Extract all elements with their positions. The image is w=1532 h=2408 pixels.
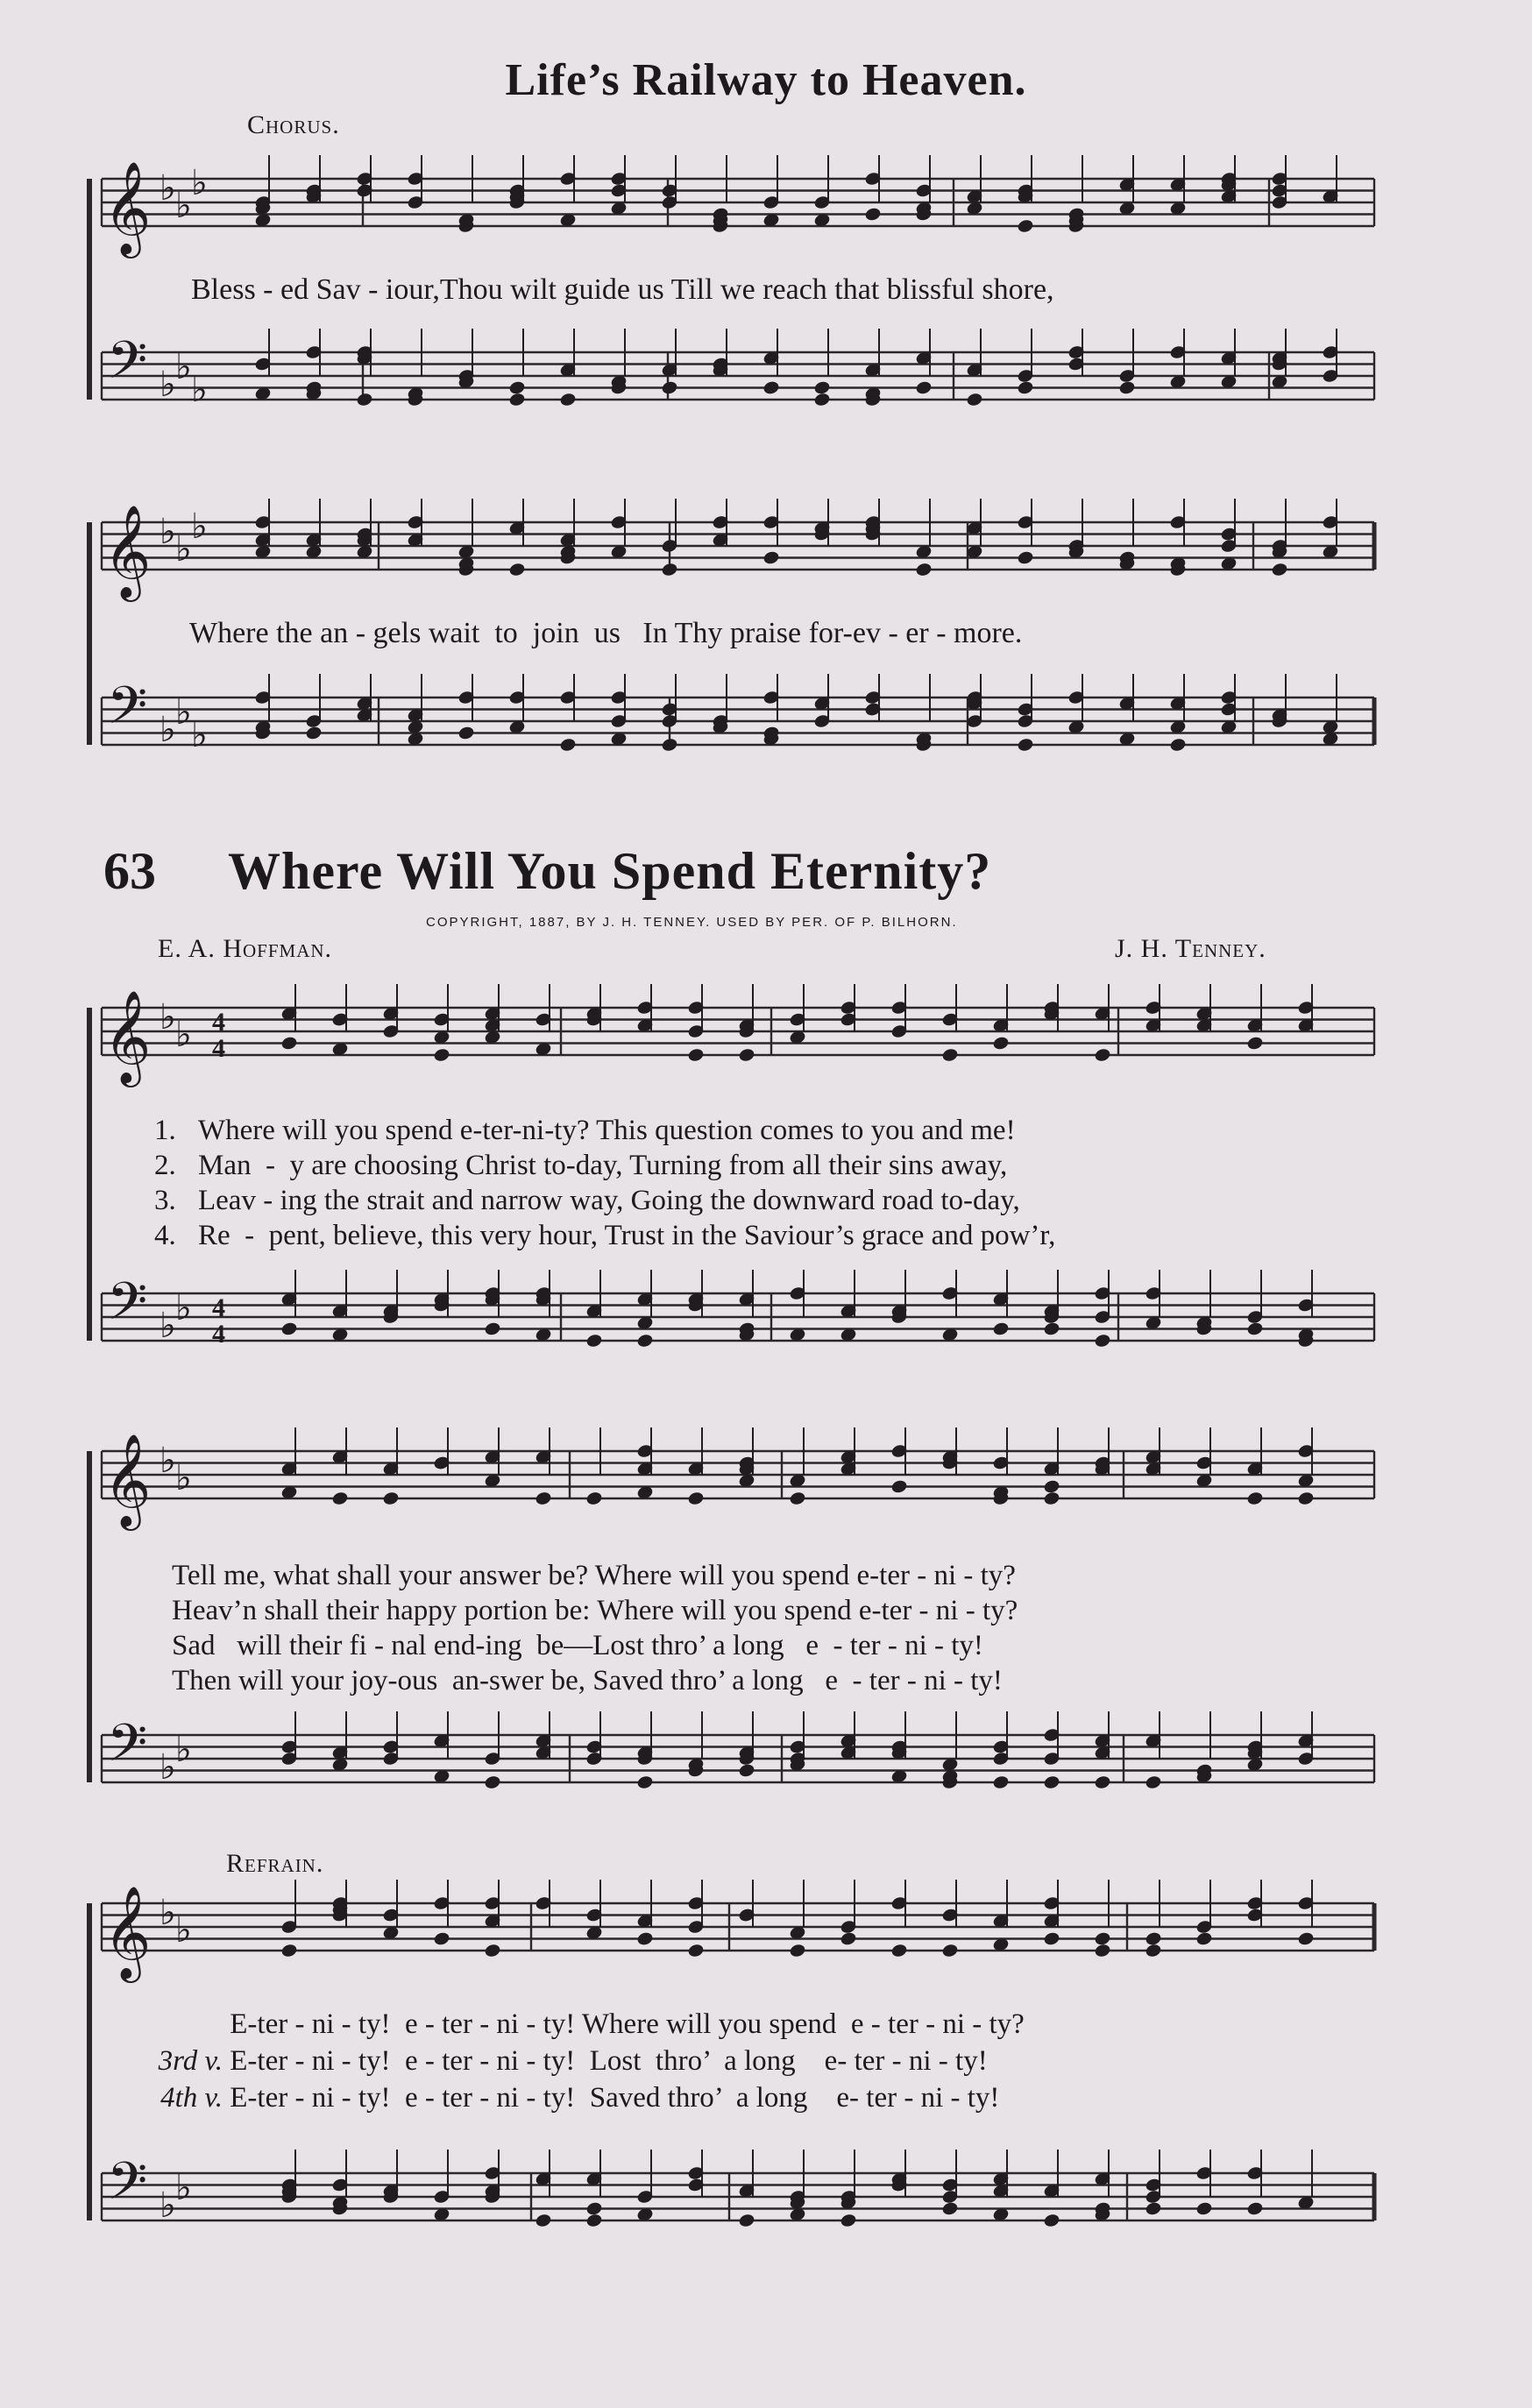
bass-clef-icon: 𝄢	[107, 1712, 148, 1786]
bass-clef-icon: 𝄢	[107, 1271, 148, 1344]
note-head	[1094, 1334, 1110, 1349]
note-head	[1043, 1491, 1060, 1506]
note-head	[508, 393, 525, 407]
note-head	[636, 1334, 653, 1349]
flat-icon: ♭	[191, 163, 208, 203]
flat-icon: ♭	[175, 529, 192, 570]
verse-number: 2.	[154, 1150, 176, 1181]
verse-text: Re - pent, believe, this very hour, Trust in the Saviour’s grace and pow’r,	[198, 1220, 1056, 1251]
flat-icon: ♭	[160, 997, 176, 1038]
note-head	[1017, 219, 1033, 234]
treble-clef-icon: 𝄞	[103, 1885, 152, 1979]
note-head	[992, 1036, 1009, 1051]
note-head	[1043, 2213, 1060, 2228]
flat-icon: ♭	[191, 715, 208, 755]
hymn1-title: Life’s Railway to Heaven.	[505, 55, 1027, 105]
hymn1-lyrics-line1: Bless - ed Sav - iour,Thou wilt guide us Till we reach that blissful shore,	[191, 273, 1054, 306]
flat-icon: ♭	[175, 692, 192, 733]
flat-icon: ♭	[175, 347, 192, 387]
note-head	[535, 1491, 551, 1506]
note-head	[559, 393, 576, 407]
note-head	[1297, 1931, 1314, 1946]
note-head	[992, 1775, 1009, 1790]
flat-icon: ♭	[160, 1893, 176, 1933]
verse-number: 4.	[154, 1220, 176, 1251]
bass-clef-icon: 𝄢	[107, 2150, 148, 2224]
note-head	[1195, 1931, 1212, 1946]
note-head	[382, 1491, 399, 1506]
refrain-text: E-ter - ni - ty! e - ter - ni - ty! Where will you spend e - ter - ni - ty?	[230, 2008, 1025, 2040]
note-head	[1094, 1931, 1110, 1946]
refrain-label: Refrain.	[226, 1849, 324, 1878]
flat-icon: ♭	[160, 1306, 176, 1346]
note-head	[813, 393, 830, 407]
note-head	[840, 1931, 856, 1946]
hymn-number: 63	[103, 842, 156, 900]
verse-line: Then will your joy-ous an-swer be, Saved thro’ a long e - ter - ni - ty!	[172, 1665, 1003, 1696]
note-head	[966, 393, 982, 407]
note-head	[941, 2201, 958, 2216]
note-head	[1043, 1321, 1060, 1336]
note-head	[813, 380, 830, 395]
note-head	[661, 563, 677, 577]
note-head	[1246, 2201, 1263, 2216]
note-head	[1094, 1944, 1110, 1958]
note-head	[762, 380, 779, 395]
flat-icon: ♭	[191, 370, 208, 410]
note-head	[636, 1775, 653, 1790]
note-head	[864, 207, 881, 222]
refrain-verse-label: 3rd v.	[158, 2045, 223, 2077]
note-head	[484, 1321, 500, 1336]
flat-icon: ♭	[160, 2185, 176, 2226]
note-head	[484, 1775, 500, 1790]
refrain-line	[114, 2008, 1025, 2041]
note-head	[1246, 1321, 1263, 1336]
hymn2-title: Where Will You Spend Eternity?	[228, 842, 992, 900]
note-head	[280, 1036, 297, 1051]
flat-icon: ♭	[175, 1910, 192, 1951]
note-head	[941, 1944, 958, 1958]
note-head	[280, 1944, 297, 1958]
treble-clef-icon: 𝄞	[103, 989, 152, 1083]
flat-icon: ♭	[175, 2168, 192, 2208]
flat-icon: ♭	[160, 710, 176, 750]
note-head	[1043, 1931, 1060, 1946]
chorus-label: Chorus.	[247, 110, 340, 139]
note-head	[484, 1944, 500, 1958]
refrain-text: E-ter - ni - ty! e - ter - ni - ty! Saved thro’ a long e- ter - ni - ty!	[230, 2082, 1000, 2114]
verse-line: Heav’n shall their happy portion be: Where will you spend e-ter - ni - ty?	[172, 1595, 1018, 1626]
note-head	[331, 1491, 348, 1506]
note-head	[1043, 1479, 1060, 1494]
note-head	[1145, 1944, 1161, 1958]
note-head	[457, 726, 474, 740]
verse-number: 1.	[154, 1115, 176, 1146]
note-head	[1169, 738, 1186, 753]
note-head	[738, 1763, 755, 1778]
verse-text: Where will you spend e-ter-ni-ty? This question comes to you and me!	[198, 1115, 1016, 1146]
note-head	[585, 1491, 602, 1506]
time-signature-bottom: 4	[212, 1320, 225, 1349]
bass-clef-icon: 𝄢	[107, 329, 148, 403]
refrain-line	[114, 2082, 999, 2114]
note-head	[789, 1944, 805, 1958]
composer-credit: J. H. Tenney.	[1115, 934, 1266, 963]
note-head	[585, 2213, 602, 2228]
note-head	[661, 738, 677, 753]
time-signature-top: 4	[212, 1008, 225, 1037]
note-head	[433, 1931, 450, 1946]
note-head	[1017, 380, 1033, 395]
flat-icon: ♭	[191, 506, 208, 547]
flat-icon: ♭	[175, 1288, 192, 1328]
note-head	[1043, 1775, 1060, 1790]
verse-number: 3.	[154, 1185, 176, 1216]
note-head	[1145, 1775, 1161, 1790]
verse-text: Man - y are choosing Christ to-day, Turning from all their sins away,	[198, 1150, 1008, 1181]
note-head	[1246, 1491, 1263, 1506]
verse-line	[154, 1150, 1007, 1182]
flat-icon: ♭	[160, 512, 176, 552]
flat-icon: ♭	[160, 1747, 176, 1788]
refrain-verse-label: 4th v.	[160, 2082, 223, 2114]
verse-line	[154, 1185, 1020, 1217]
note-head	[1017, 550, 1033, 565]
note-head	[535, 2213, 551, 2228]
note-head	[1118, 380, 1135, 395]
note-head	[1145, 2201, 1161, 2216]
note-head	[738, 2213, 755, 2228]
note-head	[636, 1931, 653, 1946]
note-head	[789, 1491, 805, 1506]
note-head	[1094, 1775, 1110, 1790]
treble-clef-icon: 𝄞	[103, 1433, 152, 1526]
note-head	[356, 393, 372, 407]
verse-line	[154, 1115, 1016, 1147]
note-head	[585, 2201, 602, 2216]
note-head	[890, 1944, 907, 1958]
verse-text: Leav - ing the strait and narrow way, Going the downward road to-day,	[198, 1185, 1020, 1216]
bass-clef-icon: 𝄢	[107, 675, 148, 748]
time-signature-bottom: 4	[212, 1034, 225, 1063]
flat-icon: ♭	[175, 1458, 192, 1498]
flat-icon: ♭	[160, 168, 176, 209]
note-head	[1017, 738, 1033, 753]
note-head	[1145, 1931, 1161, 1946]
note-head	[559, 738, 576, 753]
note-head	[915, 380, 932, 395]
note-head	[1094, 1048, 1110, 1063]
note-head	[687, 1491, 704, 1506]
note-head	[508, 563, 525, 577]
author-credit: E. A. Hoffman.	[158, 934, 333, 963]
note-head	[433, 1048, 450, 1063]
note-head	[1297, 1491, 1314, 1506]
flat-icon: ♭	[160, 365, 176, 405]
verse-line	[154, 1220, 1055, 1252]
note-head	[687, 1048, 704, 1063]
note-head	[280, 1321, 297, 1336]
flat-icon: ♭	[175, 186, 192, 226]
copyright-notice: COPYRIGHT, 1887, BY J. H. TENNEY. USED BY PER. OF P. BILHORN.	[426, 915, 958, 930]
note-head	[1246, 1036, 1263, 1051]
flat-icon: ♭	[175, 1015, 192, 1055]
flat-icon: ♭	[175, 1730, 192, 1770]
note-head	[890, 1479, 907, 1494]
refrain-line	[114, 2045, 988, 2078]
flat-icon: ♭	[160, 1441, 176, 1481]
note-head	[305, 726, 322, 740]
note-head	[915, 563, 932, 577]
note-head	[762, 550, 779, 565]
note-head	[661, 380, 677, 395]
treble-clef-icon: 𝄞	[103, 160, 152, 254]
hymn1-lyrics-line2: Where the an - gels wait to join us In Thy praise for-ev - er - more.	[189, 617, 1023, 649]
note-head	[738, 1048, 755, 1063]
note-head	[840, 2213, 856, 2228]
note-head	[508, 380, 525, 395]
treble-clef-icon: 𝄞	[103, 504, 152, 598]
refrain-text: E-ter - ni - ty! e - ter - ni - ty! Lost thro’ a long e- ter - ni - ty!	[230, 2045, 988, 2077]
note-head	[687, 1944, 704, 1958]
note-head	[1271, 563, 1287, 577]
note-head	[585, 1334, 602, 1349]
verse-line: Sad will their fi - nal end-ing be—Lost thro’ a long e - ter - ni - ty!	[172, 1630, 983, 1661]
note-head	[992, 1321, 1009, 1336]
verse-line: Tell me, what shall your answer be? Where will you spend e-ter - ni - ty?	[172, 1560, 1016, 1591]
note-head	[941, 1048, 958, 1063]
time-signature-top: 4	[212, 1293, 225, 1322]
note-head	[1195, 2201, 1212, 2216]
